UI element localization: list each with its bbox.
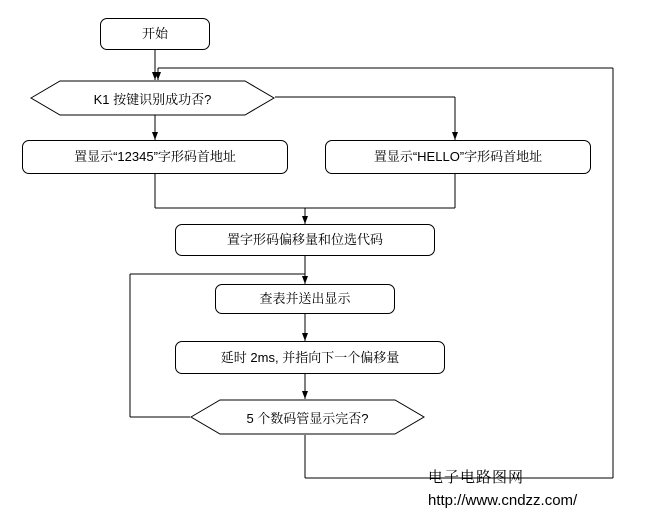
node-start-label: 开始 [141, 26, 168, 42]
node-lookup-and-output-label: 查表并送出显示 [259, 291, 351, 307]
node-decision-all-digits-done [190, 399, 425, 435]
node-decision-all-digits-done-label: 5 个数码管显示完否? [246, 410, 369, 426]
node-decision-key-recognized [30, 80, 275, 116]
node-lookup-and-output [215, 284, 395, 314]
node-set-12345-address-label: 置显示“12345”字形码首地址 [74, 149, 236, 165]
node-decision-key-recognized-label: K1 按键识别成功否? [93, 91, 212, 107]
node-set-hello-address [325, 140, 591, 174]
node-start [100, 18, 210, 50]
watermark-site-name: 电子电路图网 [428, 469, 525, 486]
node-delay-and-next-offset-label: 延时 2ms, 并指向下一个偏移量 [220, 349, 400, 365]
node-set-12345-address [22, 140, 288, 174]
node-delay-and-next-offset [175, 341, 445, 374]
node-set-hello-address-label: 置显示“HELLO”字形码首地址 [373, 149, 543, 165]
watermark-site-url: http://www.cndzz.com/ [428, 492, 578, 509]
node-set-offset-and-digit-code [175, 224, 435, 256]
node-set-offset-and-digit-code-label: 置字形码偏移量和位选代码 [226, 232, 383, 248]
